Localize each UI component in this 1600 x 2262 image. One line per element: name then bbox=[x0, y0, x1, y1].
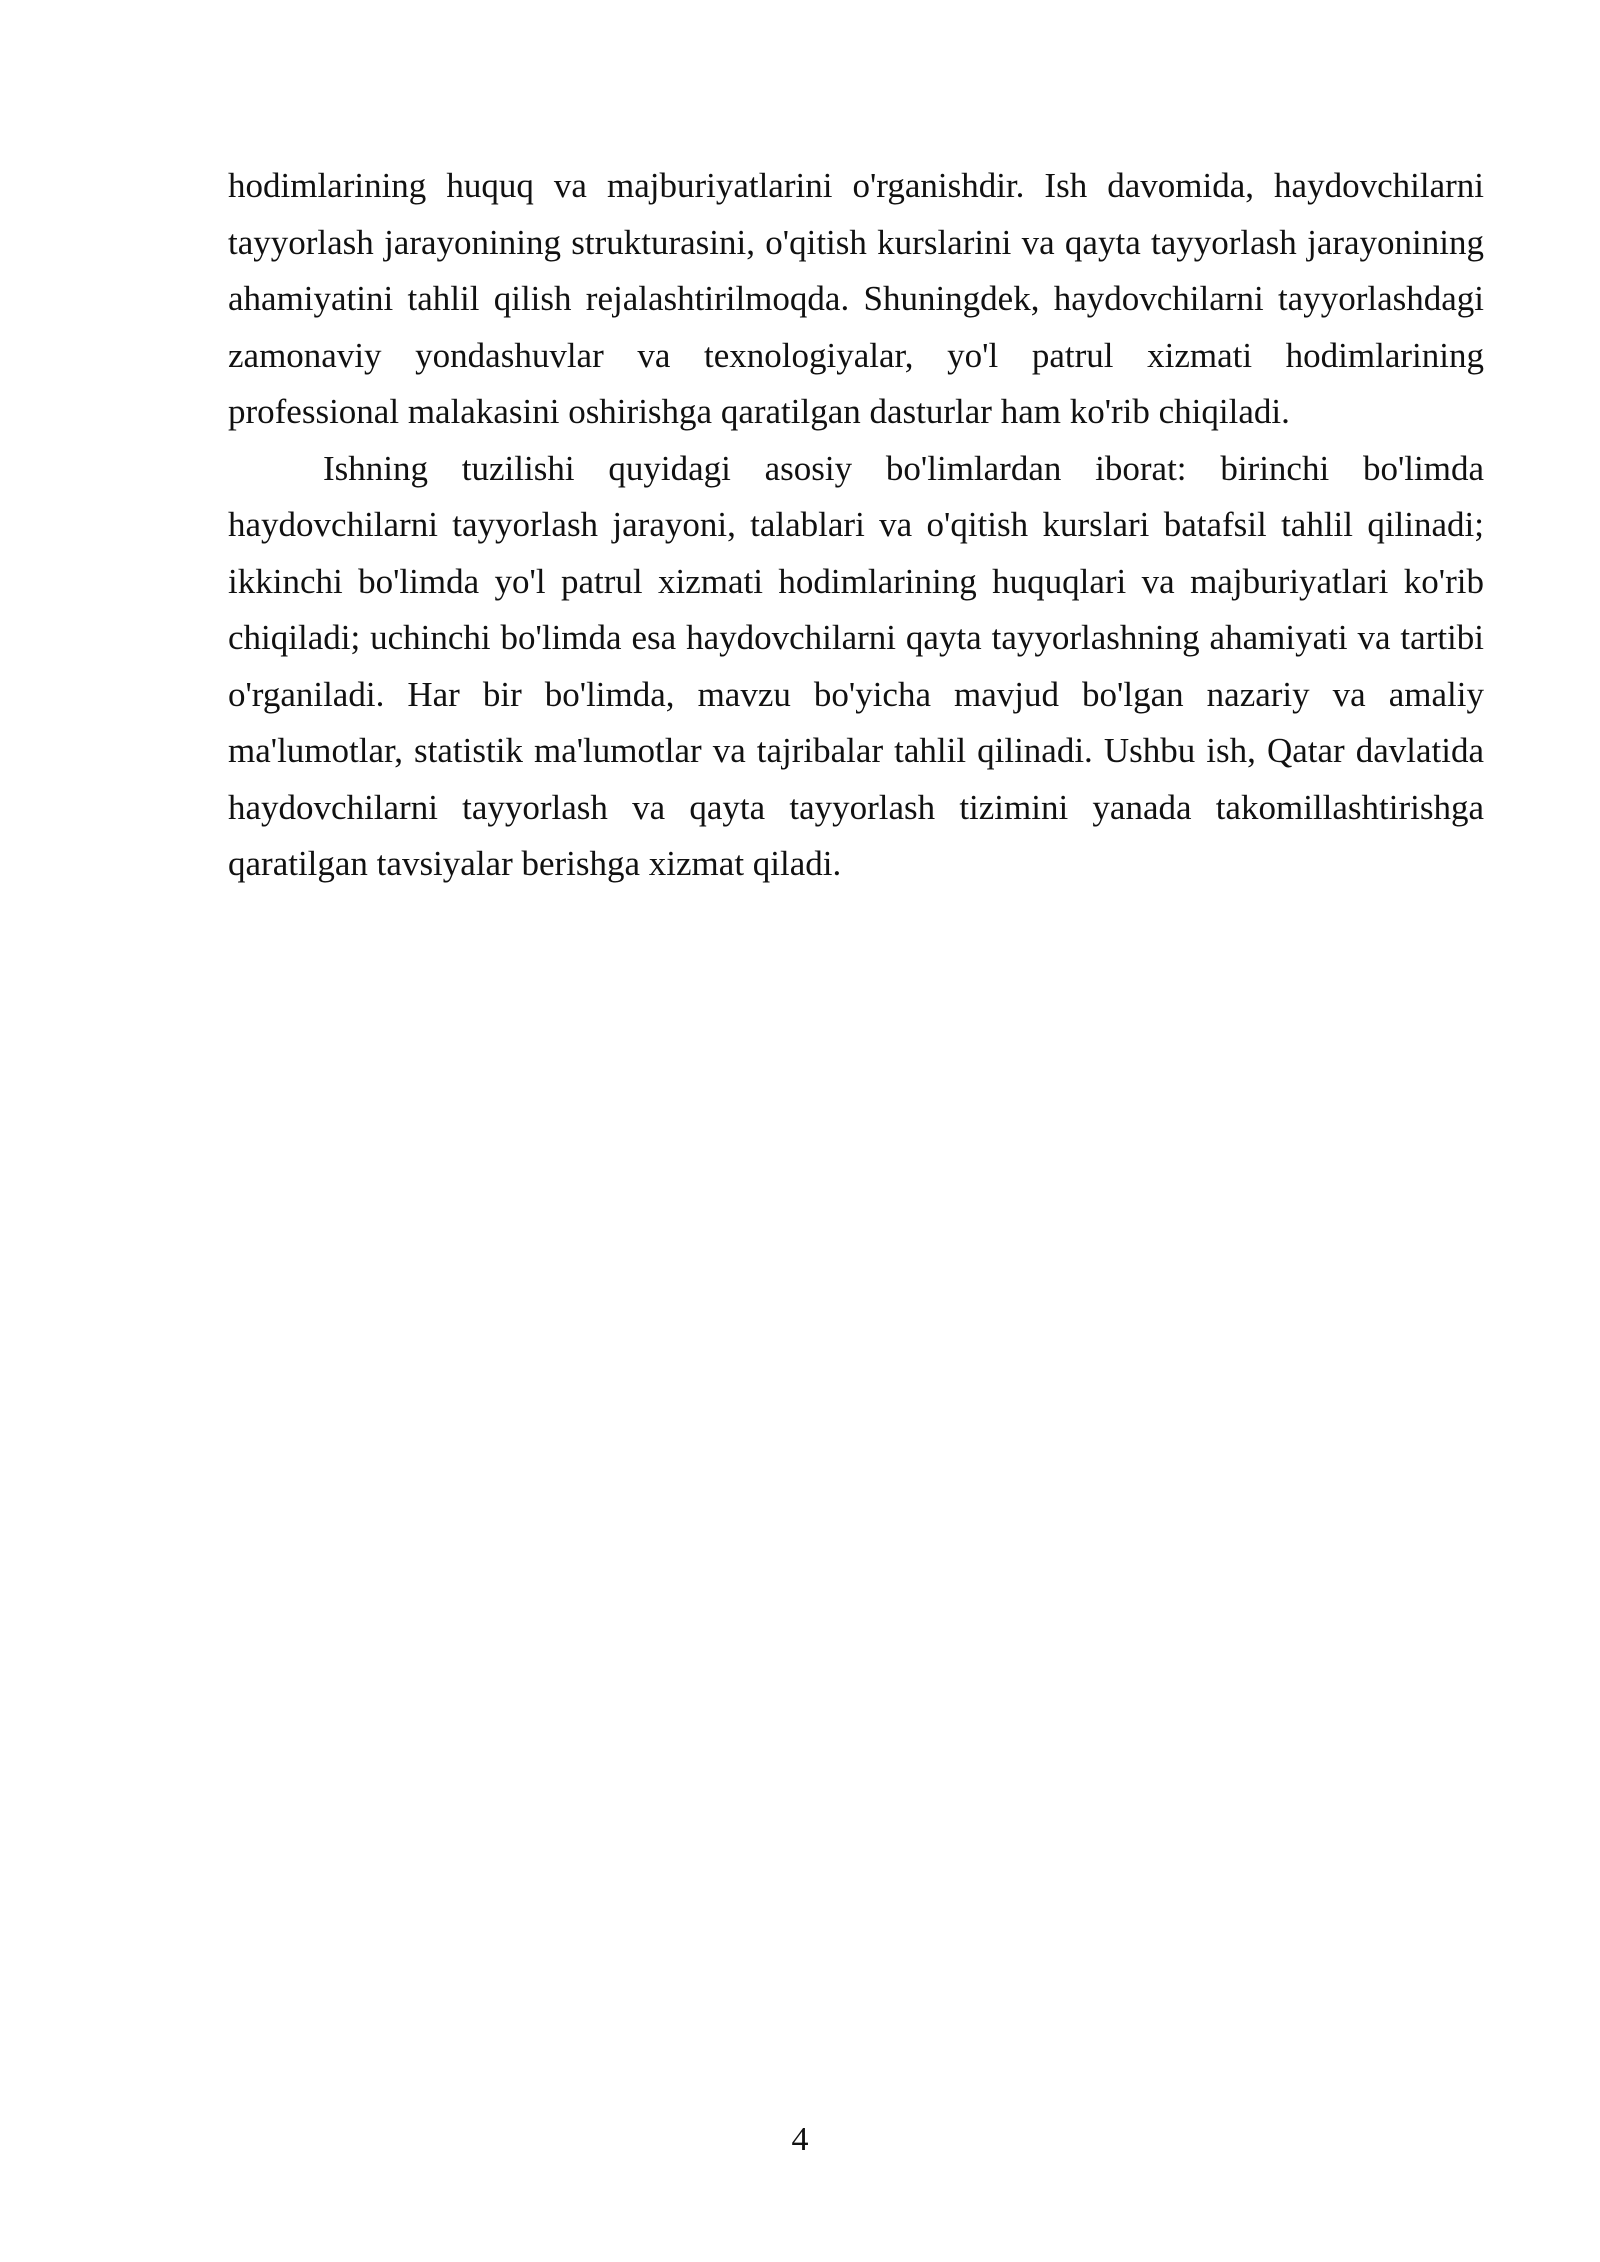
paragraph-structure: Ishning tuzilishi quyidagi asosiy bo'limlardan iborat: birinchi bo'limda haydovchilarni tayyorlash jarayoni, talablari va o'qitish kurslari batafsil tahlil qilinadi; ikkinchi bo'limda yo'l patrul xizmati hodimlarining huquqlari va majburiyatlari ko'rib chiqiladi; uchinchi bo'limda esa haydovchilarni qayta tayyorlashning ahamiyati va tartibi o'rganiladi. Har bir bo'limda, mavzu bo'yicha mavjud bo'lgan nazariy va amaliy ma'lumotlar, statistik ma'lumotlar va tajribalar tahlil qilinadi. Ushbu ish, Qatar davlatida haydovchilarni tayyorlash va qayta tayyorlash tizimini yanada takomillashtirishga qaratilgan tavsiyalar berishga xizmat qiladi. bbox=[228, 448, 1484, 883]
page-number: 4 bbox=[791, 2121, 809, 2158]
paragraph-continuation: hodimlarining huquq va majburiyatlarini o'rganishdir. Ish davomida, haydovchilarni tayyorlash jarayonining strukturasini, o'qitish kurslarini va qayta tayyorlash jarayonining ahamiyatini tahlil qilish rejalashtirilmoqda. Shuningdek, haydovchilarni tayyorlashdagi zamonaviy yondashuvlar va texnologiyalar, yo'l patrul xizmati hodimlarining professional malakasini oshirishga qaratilgan dasturlar ham ko'rib chiqiladi. bbox=[228, 166, 1484, 431]
body-text bbox=[228, 158, 1484, 893]
